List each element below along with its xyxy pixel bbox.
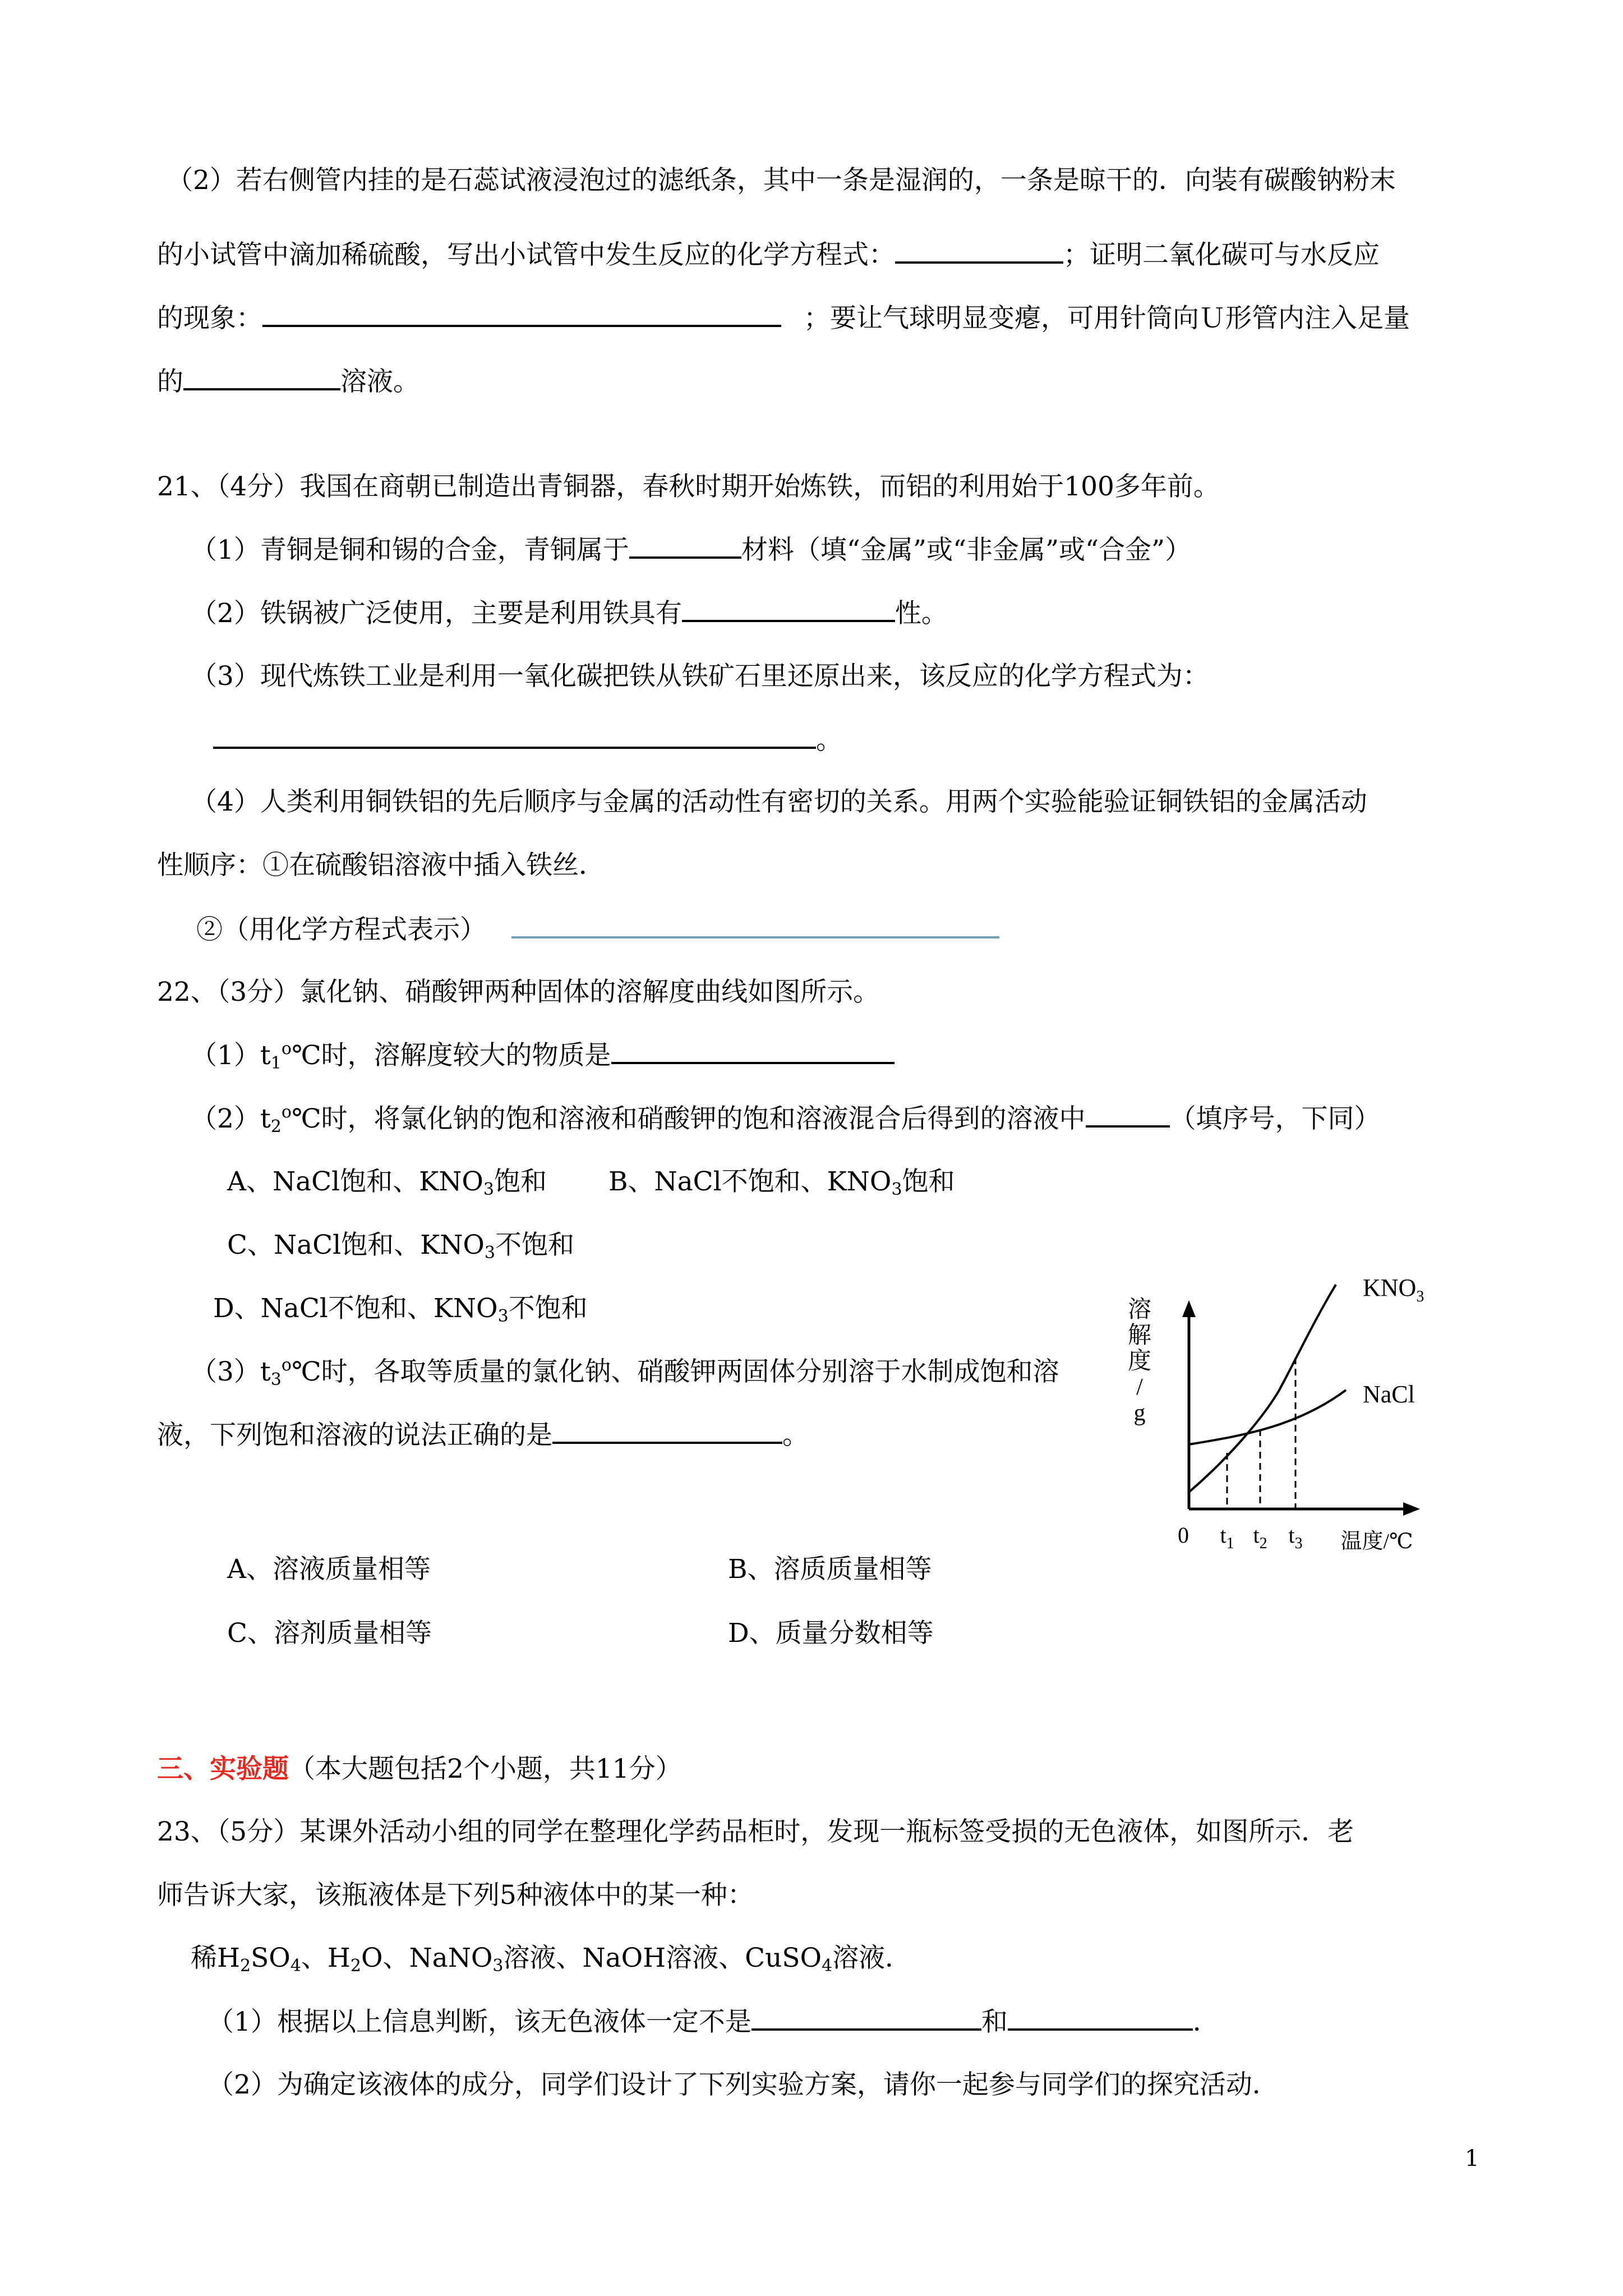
- q22-option-b: B、NaCl不饱和、$KNO_3$饱和: [608, 1166, 955, 1199]
- q21-title: 21、（4分）我国在商朝已制造出青铜器，春秋时期开始炼铁，而铝的利用始于100多年前。: [157, 471, 1220, 502]
- q22-title: 22、（3分）氯化钠、硝酸钾两种固体的溶解度曲线如图所示。: [157, 977, 880, 1007]
- text: 的: [157, 366, 183, 397]
- q20-part2-line4: [157, 365, 419, 399]
- answer-blank-equation[interactable]: [895, 238, 1063, 264]
- y-axis-arrow: [1182, 1300, 1196, 1317]
- text: 。: [782, 1420, 809, 1451]
- degree-o: o: [281, 1039, 292, 1059]
- text: （2）t: [191, 1103, 271, 1134]
- q21-part3-answer: [213, 723, 842, 757]
- subscript: 3: [270, 1370, 282, 1389]
- q22-part3-line1: [191, 1355, 1059, 1389]
- q22-part3-line2: [157, 1418, 809, 1452]
- text: 溶液。: [340, 366, 419, 397]
- kno3-label: $KNO_3$: [1363, 1274, 1424, 1305]
- q22-part1: [191, 1038, 895, 1073]
- q21-part4-line3: [196, 913, 999, 947]
- page-number: 1: [1465, 2146, 1479, 2171]
- answer-blank-property[interactable]: [682, 596, 895, 622]
- text: （1）青铜是铜和锡的合金，青铜属于: [191, 535, 629, 565]
- q21-part1: [191, 533, 1191, 567]
- x-tick-t3: $t_3$: [1288, 1522, 1303, 1552]
- x-axis-label: 温度/℃: [1340, 1530, 1413, 1553]
- text: （填序号，下同）: [1169, 1103, 1381, 1134]
- q22-option-a: A、NaCl饱和、$KNO_3$饱和: [227, 1166, 547, 1199]
- x-tick-t2: $t_2$: [1253, 1522, 1267, 1552]
- q22-answer-b: B、溶质质量相等: [728, 1554, 932, 1585]
- text: ℃时，各取等质量的氯化钠、硝酸钾两固体分别溶于水制成饱和溶: [291, 1356, 1059, 1387]
- text: （2）铁锅被广泛使用，主要是利用铁具有: [191, 598, 682, 629]
- q22-answer-c: C、溶剂质量相等: [227, 1618, 432, 1649]
- q23-part1: [208, 2005, 1219, 2039]
- q22-answer-a: A、溶液质量相等: [227, 1554, 431, 1585]
- kno3-curve: [1189, 1285, 1336, 1492]
- nacl-label: NaCl: [1363, 1381, 1415, 1408]
- q23-line3: 稀$H_2SO_4$、$H_2O$、NaNO$_3$溶液、NaOH溶液、CuSO$_4$溶液．: [191, 1943, 912, 1976]
- q22-answer-d: D、质量分数相等: [728, 1618, 934, 1649]
- answer-blank-phenomenon[interactable]: [262, 301, 781, 327]
- q22-part2: [191, 1102, 1381, 1136]
- answer-blank-mixed-solution[interactable]: [1086, 1102, 1170, 1128]
- answer-blank-copper-equation[interactable]: [511, 913, 999, 938]
- answer-blank-material[interactable]: [629, 533, 741, 559]
- y-axis-label: 溶解度/ g: [1127, 1297, 1152, 1426]
- text: 液，下列饱和溶液的说法正确的是: [157, 1420, 552, 1451]
- q22-option-c: C、NaCl饱和、$KNO_3$不饱和: [227, 1230, 574, 1263]
- text: 材料（填“金属”或“非金属”或“合金”）: [741, 535, 1192, 565]
- degree-o: o: [281, 1355, 292, 1375]
- text: （1）根据以上信息判断，该无色液体一定不是: [208, 2007, 751, 2037]
- text: 。: [816, 725, 842, 756]
- solubility-chart: [1127, 1268, 1441, 1571]
- text: ；证明二氧化碳可与水反应: [1063, 240, 1380, 270]
- text: （1）t: [191, 1040, 271, 1071]
- text: ．: [1192, 2007, 1219, 2037]
- text: （3）t: [191, 1356, 271, 1387]
- q23-part2: （2）为确定该液体的成分，同学们设计了下列实验方案，请你一起参与同学们的探究活动．: [208, 2069, 1279, 2100]
- text: ℃时，将氯化钠的饱和溶液和硝酸钾的饱和溶液混合后得到的溶液中: [291, 1103, 1086, 1134]
- degree-o: o: [281, 1102, 292, 1122]
- q21-part3: （3）现代炼铁工业是利用一氧化碳把铁从铁矿石里还原出来，该反应的化学方程式为：: [191, 661, 1209, 692]
- q22-option-d: D、NaCl不饱和、$KNO_3$不饱和: [213, 1293, 588, 1326]
- section3-heading: [157, 1752, 682, 1786]
- origin-label: 0: [1178, 1522, 1189, 1548]
- text: 的小试管中滴加稀硫酸，写出小试管中发生反应的化学方程式：: [157, 240, 895, 270]
- text: 性。: [895, 598, 948, 629]
- q21-part2: [191, 596, 948, 631]
- answer-blank-iron-equation[interactable]: [213, 723, 816, 749]
- answer-blank-larger-solubility[interactable]: [611, 1038, 895, 1064]
- answer-blank-solution[interactable]: [183, 365, 340, 390]
- subscript: 1: [270, 1053, 282, 1073]
- nacl-curve: [1189, 1390, 1346, 1444]
- q23-line2: 师告诉大家，该瓶液体是下列5种液体中的某一种：: [157, 1880, 754, 1911]
- q21-part4-line2: 性顺序：①在硫酸铝溶液中插入铁丝．: [157, 850, 605, 881]
- x-axis-arrow: [1403, 1502, 1420, 1516]
- subscript: 2: [270, 1117, 282, 1137]
- text: ；要让气球明显变瘪，可用针筒向Ｕ形管内注入足量: [804, 303, 1410, 334]
- q20-part2-line2: [157, 238, 1380, 272]
- section-title: 三、实验题: [157, 1754, 289, 1784]
- x-tick-t1: $t_1$: [1220, 1522, 1234, 1552]
- text: ℃时，溶解度较大的物质是: [291, 1040, 611, 1071]
- q21-part4-line1: （4）人类利用铜铁铝的先后顺序与金属的活动性有密切的关系。用两个实验能验证铜铁铝的金属活动: [191, 786, 1367, 817]
- text: ②（用化学方程式表示）: [196, 914, 486, 945]
- answer-blank-saturated-statement[interactable]: [552, 1418, 782, 1444]
- section-note: （本大题包括2个小题，共11分）: [289, 1754, 682, 1784]
- text: 和: [981, 2007, 1008, 2037]
- text: 的现象：: [157, 303, 262, 334]
- answer-blank-not-liquid-1[interactable]: [751, 2005, 981, 2031]
- q20-part2-line1: （2）若右侧管内挂的是石蕊试液浸泡过的滤纸条，其中一条是湿润的，一条是晾干的．向装有碳酸钠粉末: [167, 165, 1396, 196]
- q23-line1: 23、（5分）某课外活动小组的同学在整理化学药品柜时，发现一瓶标签受损的无色液体，如图所示．老: [157, 1816, 1354, 1847]
- q20-part2-line3: [157, 301, 1410, 335]
- answer-blank-not-liquid-2[interactable]: [1008, 2005, 1193, 2031]
